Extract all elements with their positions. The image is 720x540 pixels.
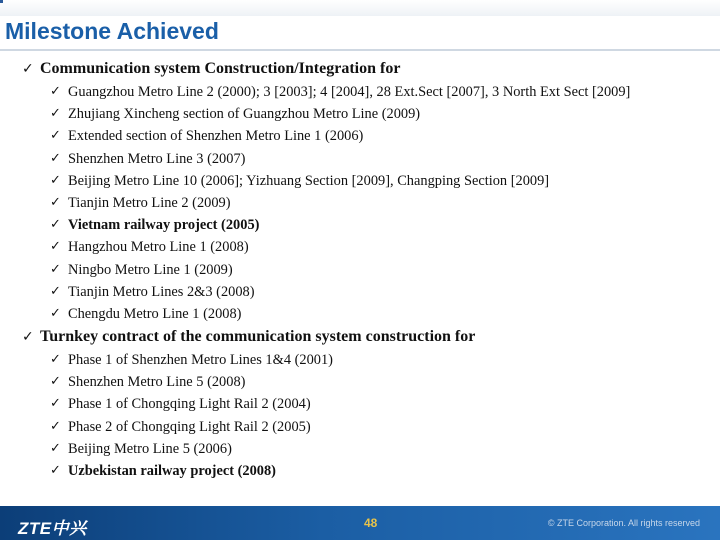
list-item [0, 393, 720, 415]
checkmark-icon: ✓ [22, 61, 34, 77]
list-item [0, 170, 720, 192]
section-heading [0, 325, 720, 349]
zte-logo: ZTE中兴 [18, 519, 87, 538]
list-item [0, 371, 720, 393]
list-item-text: Extended section of Shenzhen Metro Line 1 (2006) [68, 128, 364, 145]
checkmark-icon: ✓ [22, 329, 34, 346]
checkmark-icon: ✓ [50, 440, 61, 456]
checkmark-icon: ✓ [50, 352, 61, 368]
checkmark-icon: ✓ [50, 418, 61, 434]
footer-bar [0, 506, 720, 540]
checkmark-icon: ✓ [50, 150, 61, 166]
list-item [0, 148, 720, 170]
list-item-text: Ningbo Metro Line 1 (2009) [68, 261, 233, 278]
checkmark-icon: ✓ [50, 217, 61, 233]
list-item-text: Phase 1 of Shenzhen Metro Lines 1&4 (2001) [68, 352, 333, 369]
list-item [0, 438, 720, 460]
header-divider [0, 49, 720, 51]
list-item [0, 81, 720, 103]
list-item-text: Hangzhou Metro Line 1 (2008) [68, 239, 249, 256]
list-item [0, 259, 720, 281]
checkmark-icon: ✓ [50, 106, 61, 122]
list-item-text: Vietnam railway project (2005) [68, 217, 260, 234]
list-item [0, 281, 720, 303]
list-item [0, 214, 720, 236]
list-item [0, 416, 720, 438]
section-heading [0, 57, 720, 81]
list-item-text: Chengdu Metro Line 1 (2008) [68, 305, 242, 322]
checkmark-icon: ✓ [50, 194, 61, 210]
section-heading-text: Communication system Construction/Integration for [40, 60, 401, 77]
checkmark-icon: ✓ [50, 283, 61, 299]
checkmark-icon: ✓ [50, 305, 61, 321]
checkmark-icon: ✓ [50, 172, 61, 188]
list-item-text: Shenzhen Metro Line 5 (2008) [68, 374, 246, 391]
list-item-text: Phase 2 of Chongqing Light Rail 2 (2005) [68, 418, 311, 435]
checkmark-icon: ✓ [50, 374, 61, 390]
list-item-text: Uzbekistan railway project (2008) [68, 463, 276, 479]
list-item [0, 192, 720, 214]
list-item-text: Guangzhou Metro Line 2 (2000); 3 [2003]; 4 [2004], 28 Ext.Sect [2007], 3 North Ext Sect [2009] [68, 84, 631, 100]
checkmark-icon: ✓ [50, 261, 61, 277]
list-item [0, 125, 720, 147]
copyright-notice: © ZTE Corporation. All rights reserved [547, 518, 700, 528]
checkmark-icon: ✓ [50, 463, 61, 478]
list-item-text: Tianjin Metro Line 2 (2009) [68, 194, 231, 211]
list-item [0, 236, 720, 258]
checkmark-icon: ✓ [50, 128, 61, 144]
list-item-text: Phase 1 of Chongqing Light Rail 2 (2004) [68, 396, 311, 413]
list-item [0, 349, 720, 371]
list-item-text: Shenzhen Metro Line 3 (2007) [68, 150, 246, 167]
checkmark-icon: ✓ [50, 396, 61, 412]
list-item [0, 303, 720, 325]
list-item-text: Beijing Metro Line 5 (2006) [68, 440, 232, 457]
checkmark-icon: ✓ [50, 239, 61, 255]
bullet-list [0, 57, 720, 482]
checkmark-icon: ✓ [50, 84, 61, 99]
header-band [0, 0, 720, 16]
list-item [0, 103, 720, 125]
list-item-text: Tianjin Metro Lines 2&3 (2008) [68, 283, 255, 300]
section-heading-text: Turnkey contract of the communication system construction for [40, 328, 476, 346]
list-item-text: Beijing Metro Line 10 (2006]; Yizhuang Section [2009], Changping Section [2009] [68, 172, 550, 189]
page-number: 48 [364, 516, 378, 530]
list-item-text: Zhujiang Xincheng section of Guangzhou Metro Line (2009) [68, 106, 421, 123]
slide-title: Milestone Achieved [5, 18, 219, 44]
corner-mark [0, 0, 3, 3]
list-item [0, 460, 720, 482]
